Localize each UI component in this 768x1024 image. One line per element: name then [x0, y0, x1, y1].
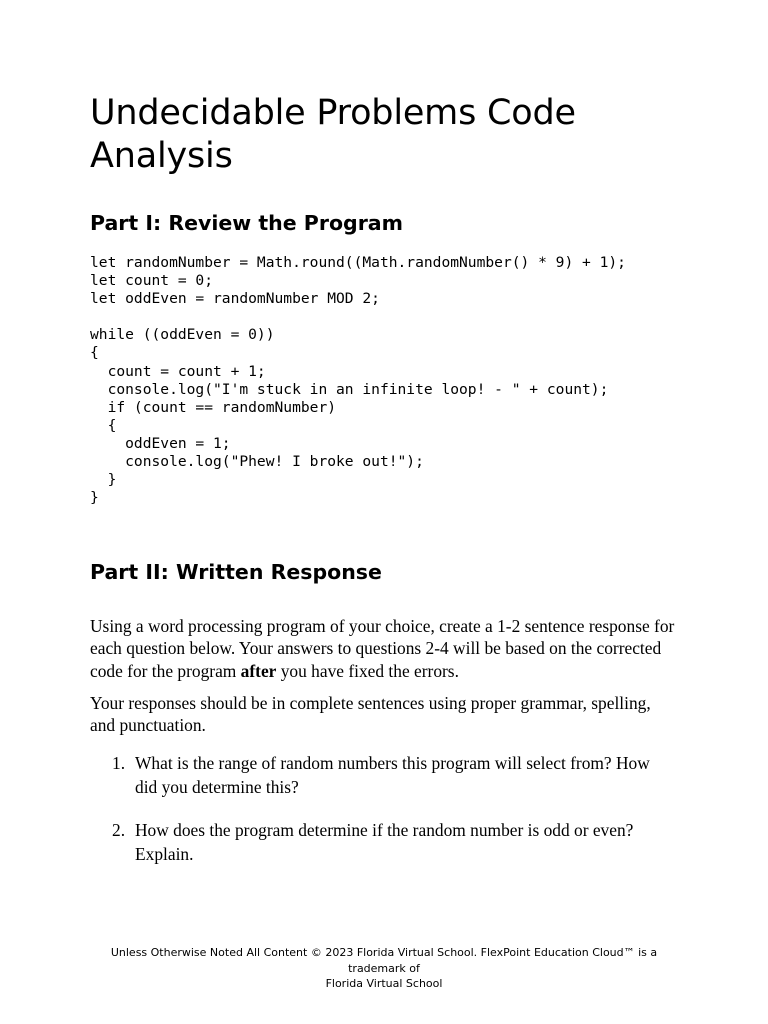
code-line: while ((oddEven = 0)) [90, 326, 275, 344]
code-line: let count = 0; [90, 272, 214, 290]
section-heading-part2: Part II: Written Response [90, 560, 382, 584]
footer-copyright-line: Unless Otherwise Noted All Content © 2023 Florida Virtual School. FlexPoint Education Cloud™ is a trademark of [110, 946, 658, 975]
code-line: console.log("Phew! I broke out!"); [90, 453, 424, 471]
code-line: if (count == randomNumber) [90, 398, 337, 416]
code-line: let oddEven = randomNumber MOD 2; [90, 290, 380, 308]
question-number: 2. [112, 820, 126, 840]
code-block [90, 254, 626, 507]
intro-text-end: you have fixed the errors. [276, 660, 459, 681]
page-footer [84, 945, 684, 992]
intro-emphasis: after [240, 660, 277, 681]
code-line: { [90, 344, 99, 362]
code-line: let randomNumber = Math.round((Math.randomNumber() * 9) + 1); [90, 254, 626, 271]
code-line: oddEven = 1; [90, 434, 231, 452]
question-text: What is the range of random numbers this program will select from? How did you determine this? [135, 753, 650, 797]
code-line: { [90, 416, 117, 434]
code-line: } [90, 471, 117, 489]
code-line: console.log("I'm stuck in an infinite loop! - " + count); [90, 380, 609, 398]
instructions-paragraph: Your responses should be in complete sentences using proper grammar, spelling, and punctuation. [90, 693, 651, 736]
question-text: How does the program determine if the random number is odd or even? Explain. [135, 820, 634, 864]
section-heading-part1: Part I: Review the Program [90, 211, 404, 235]
question-number: 1. [112, 753, 126, 773]
code-line: } [90, 489, 99, 507]
page-title: Undecidable Problems Code Analysis [90, 93, 576, 176]
intro-text: Using a word processing program of your choice, create a 1-2 sentence response for each question below. Your answers to questions 2-4 will be based on the corrected code for the program [90, 616, 675, 681]
footer-copyright-line-2: Florida Virtual School [325, 977, 443, 990]
code-line: count = count + 1; [90, 362, 266, 380]
code-line [90, 308, 626, 326]
intro-paragraph [90, 615, 680, 682]
